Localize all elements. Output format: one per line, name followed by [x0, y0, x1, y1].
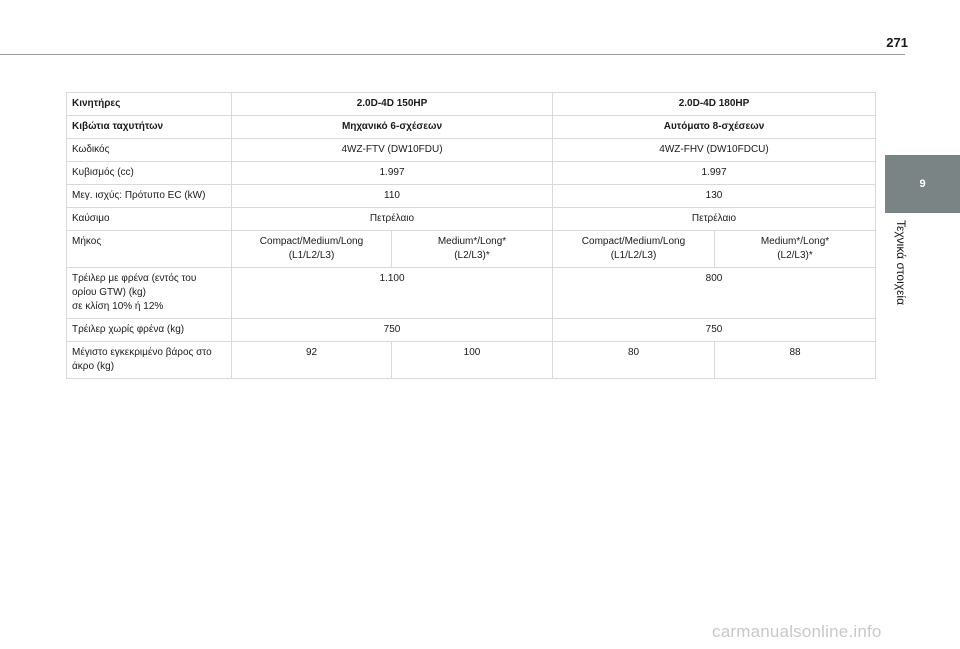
table-row [67, 162, 876, 185]
cell-line: (L2/L3)* [777, 250, 813, 261]
label-line: άκρο (kg) [72, 361, 115, 372]
label-line: Τρέιλερ με φρένα (εντός του [72, 273, 197, 284]
table-cell: 1.997 [553, 162, 876, 185]
table-cell: 4WZ-FTV (DW10FDU) [232, 139, 553, 162]
row-label: Καύσιμο [67, 208, 232, 231]
table-cell: 130 [553, 185, 876, 208]
table-row [67, 116, 876, 139]
label-line: Μέγιστο εγκεκριμένο βάρος στο [72, 347, 212, 358]
row-label: Τρέιλερ χωρίς φρένα (kg) [67, 319, 232, 342]
chapter-tab[interactable]: 9 [885, 155, 960, 213]
table-cell: 2.0D-4D 180HP [553, 93, 876, 116]
table-cell [392, 231, 553, 268]
table-cell: 800 [553, 268, 876, 319]
row-label: Μεγ. ισχύς: Πρότυπο EC (kW) [67, 185, 232, 208]
row-label: Κυβισμός (cc) [67, 162, 232, 185]
table-cell: 110 [232, 185, 553, 208]
table-cell [232, 231, 392, 268]
table-cell: 80 [553, 342, 715, 379]
table-row [67, 231, 876, 268]
table-cell: Αυτόματο 8-σχέσεων [553, 116, 876, 139]
chapter-title: Τεχνικά στοιχεία [894, 220, 908, 306]
table-cell: 100 [392, 342, 553, 379]
table-cell: Μηχανικό 6-σχέσεων [232, 116, 553, 139]
table-cell: 750 [553, 319, 876, 342]
table-row [67, 185, 876, 208]
engine-spec-table [66, 92, 876, 379]
row-label [67, 268, 232, 319]
label-line: ορίου GTW) (kg) [72, 287, 146, 298]
row-label: Μήκος [67, 231, 232, 268]
table-row [67, 319, 876, 342]
cell-line: (L2/L3)* [454, 250, 490, 261]
cell-line: Compact/Medium/Long [581, 236, 686, 247]
cell-line: Medium*/Long* [437, 236, 507, 247]
row-label: Κινητήρες [67, 93, 232, 116]
table-cell [553, 231, 715, 268]
row-label [67, 342, 232, 379]
table-cell: 88 [715, 342, 876, 379]
cell-line: (L1/L2/L3) [610, 250, 657, 261]
table-row [67, 208, 876, 231]
cell-line: Compact/Medium/Long [259, 236, 364, 247]
row-label: Κιβώτια ταχυτήτων [67, 116, 232, 139]
cell-line: (L1/L2/L3) [288, 250, 335, 261]
label-line: σε κλίση 10% ή 12% [72, 301, 164, 312]
table-cell: 92 [232, 342, 392, 379]
header-divider [0, 54, 905, 55]
table-cell: 4WZ-FHV (DW10FDCU) [553, 139, 876, 162]
table-cell: Πετρέλαιο [232, 208, 553, 231]
table-row [67, 342, 876, 379]
cell-line: Medium*/Long* [760, 236, 830, 247]
table-cell [715, 231, 876, 268]
row-label: Κωδικός [67, 139, 232, 162]
table-row [67, 93, 876, 116]
table-cell: 750 [232, 319, 553, 342]
table-cell: 1.100 [232, 268, 553, 319]
table-row [67, 139, 876, 162]
watermark: carmanualsonline.info [712, 622, 882, 641]
table-cell: 2.0D-4D 150HP [232, 93, 553, 116]
table-cell: 1.997 [232, 162, 553, 185]
table-row [67, 268, 876, 319]
page-number: 271 [886, 35, 908, 50]
table-cell: Πετρέλαιο [553, 208, 876, 231]
